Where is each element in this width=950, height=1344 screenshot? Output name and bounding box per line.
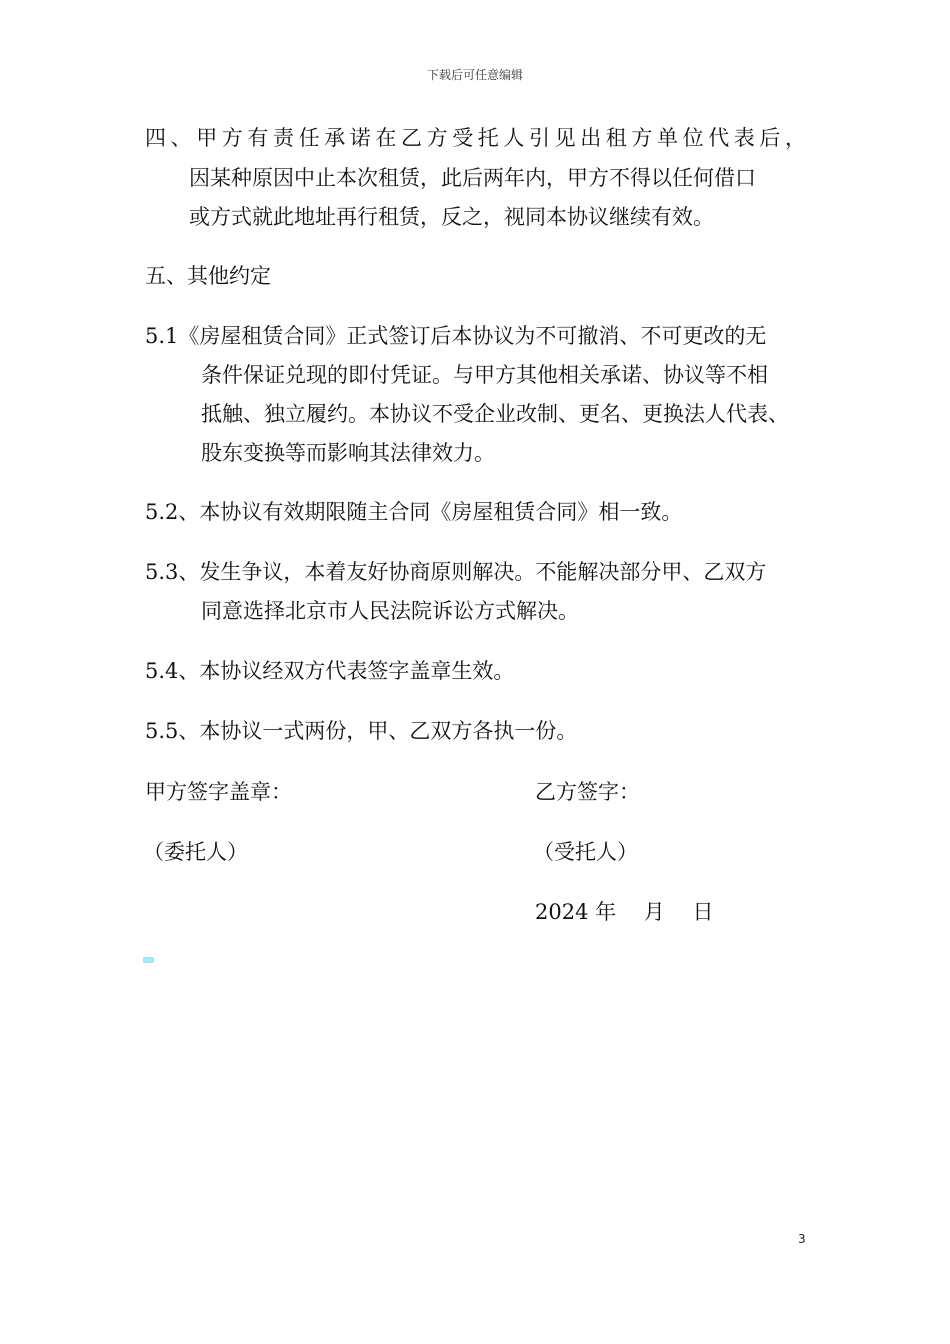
clause-5-4: 5.4、本协议经双方代表签字盖章生效。 <box>145 659 515 683</box>
page-number: 3 <box>798 1232 806 1246</box>
party-a-signature-label: 甲方签字盖章： <box>145 780 292 804</box>
page-header: 下载后可任意编辑 <box>426 68 523 82</box>
section-5-heading: 五、其他约定 <box>145 264 271 288</box>
party-b-role: （受托人） <box>533 840 638 864</box>
section-4-line-1: 四、甲方有责任承诺在乙方受托人引见出租方单位代表后， <box>145 126 811 150</box>
clause-5-2: 5.2、本协议有效期限随主合同《房屋租赁合同》相一致。 <box>145 500 683 524</box>
clause-5-1-line-4: 股东变换等而影响其法律效力。 <box>201 441 495 465</box>
party-a-role: （委托人） <box>143 840 248 864</box>
clause-5-1-line-2: 条件保证兑现的即付凭证。与甲方其他相关承诺、协议等不相 <box>201 363 768 387</box>
section-4-line-3: 或方式就此地址再行租赁，反之，视同本协议继续有效。 <box>189 205 714 229</box>
clause-5-1-line-3: 抵触、独立履约。本协议不受企业改制、更名、更换法人代表、 <box>201 402 789 426</box>
clause-5-1-line-1: 5.1《房屋租赁合同》正式签订后本协议为不可撤消、不可更改的无 <box>145 324 767 348</box>
clause-5-3-line-1: 5.3、发生争议，本着友好协商原则解决。不能解决部分甲、乙双方 <box>145 560 767 584</box>
clause-5-3-line-2: 同意选择北京市人民法院诉讼方式解决。 <box>201 599 579 623</box>
party-b-signature-label: 乙方签字： <box>535 780 640 804</box>
clause-5-5: 5.5、本协议一式两份，甲、乙双方各执一份。 <box>145 719 578 743</box>
highlight-marker <box>143 957 154 963</box>
signature-date: 2024 年 月 日 <box>535 900 714 924</box>
section-4-line-2: 因某种原因中止本次租赁，此后两年内，甲方不得以任何借口 <box>189 166 756 190</box>
